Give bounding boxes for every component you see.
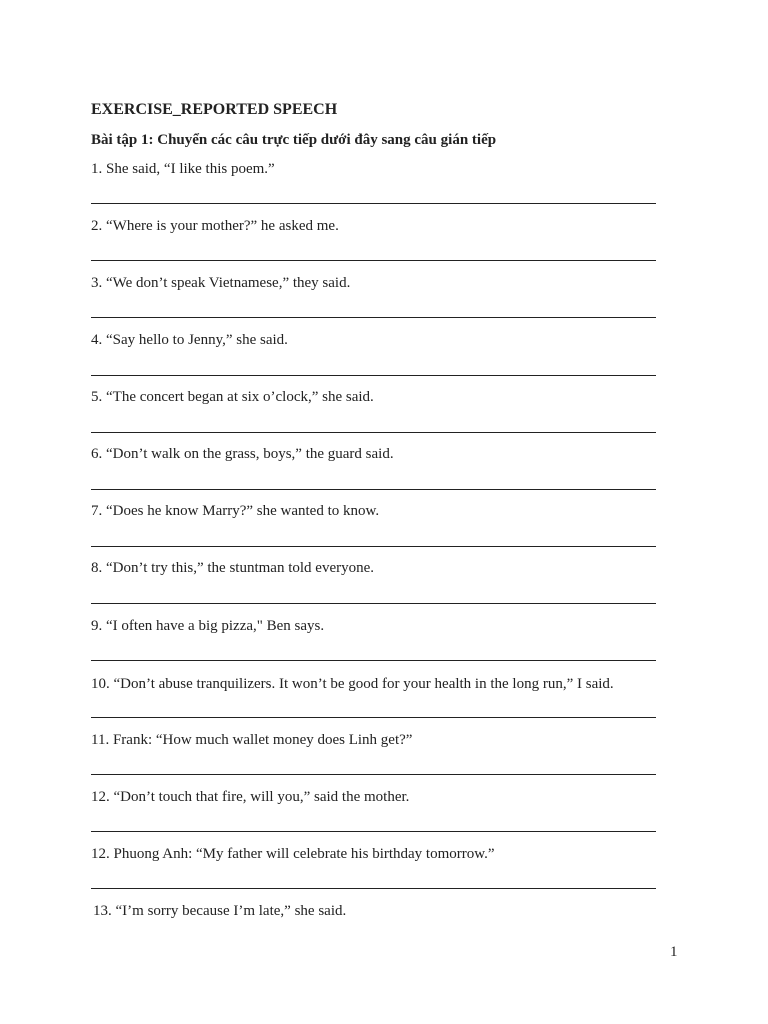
answer-line-9[interactable] [91,660,656,661]
answer-line-4[interactable] [91,375,656,376]
exercise-item-12: 12. “Don’t touch that fire, will you,” said the mother. [91,789,410,805]
page-number: 1 [670,944,678,960]
exercise-item-11: 11. Frank: “How much wallet money does Linh get?” [91,732,413,748]
exercise-item-1: 1. She said, “I like this poem.” [91,161,275,177]
exercise-item-5: 5. “The concert began at six o’clock,” she said. [91,389,374,405]
exercise-item-8: 8. “Don’t try this,” the stuntman told everyone. [91,560,375,576]
answer-line-11[interactable] [91,774,656,775]
exercise-item-6: 6. “Don’t walk on the grass, boys,” the guard said. [91,446,394,462]
answer-line-6[interactable] [91,489,656,490]
exercise-item-12b: 12. Phuong Anh: “My father will celebrate his birthday tomorrow.” [91,846,495,862]
exercise-item-10: 10. “Don’t abuse tranquilizers. It won’t be good for your health in the long run,” I said. [91,676,614,692]
answer-line-13[interactable] [91,888,656,889]
answer-line-3[interactable] [91,317,656,318]
exercise-instruction: Bài tập 1: Chuyển các câu trực tiếp dưới đây sang câu gián tiếp [91,132,497,148]
exercise-item-7: 7. “Does he know Marry?” she wanted to know. [91,503,380,519]
exercise-title: EXERCISE_REPORTED SPEECH [91,101,338,118]
exercise-item-3: 3. “We don’t speak Vietnamese,” they said. [91,275,351,291]
exercise-item-2: 2. “Where is your mother?” he asked me. [91,218,339,234]
answer-line-8[interactable] [91,603,656,604]
exercise-item-9: 9. “I often have a big pizza," Ben says. [91,618,325,634]
answer-line-7[interactable] [91,546,656,547]
exercise-item-4: 4. “Say hello to Jenny,” she said. [91,332,288,348]
answer-line-1[interactable] [91,203,656,204]
exercise-item-13: 13. “I’m sorry because I’m late,” she said. [93,903,347,919]
answer-line-10[interactable] [91,717,656,718]
answer-line-12[interactable] [91,831,656,832]
answer-line-2[interactable] [91,260,656,261]
answer-line-5[interactable] [91,432,656,433]
